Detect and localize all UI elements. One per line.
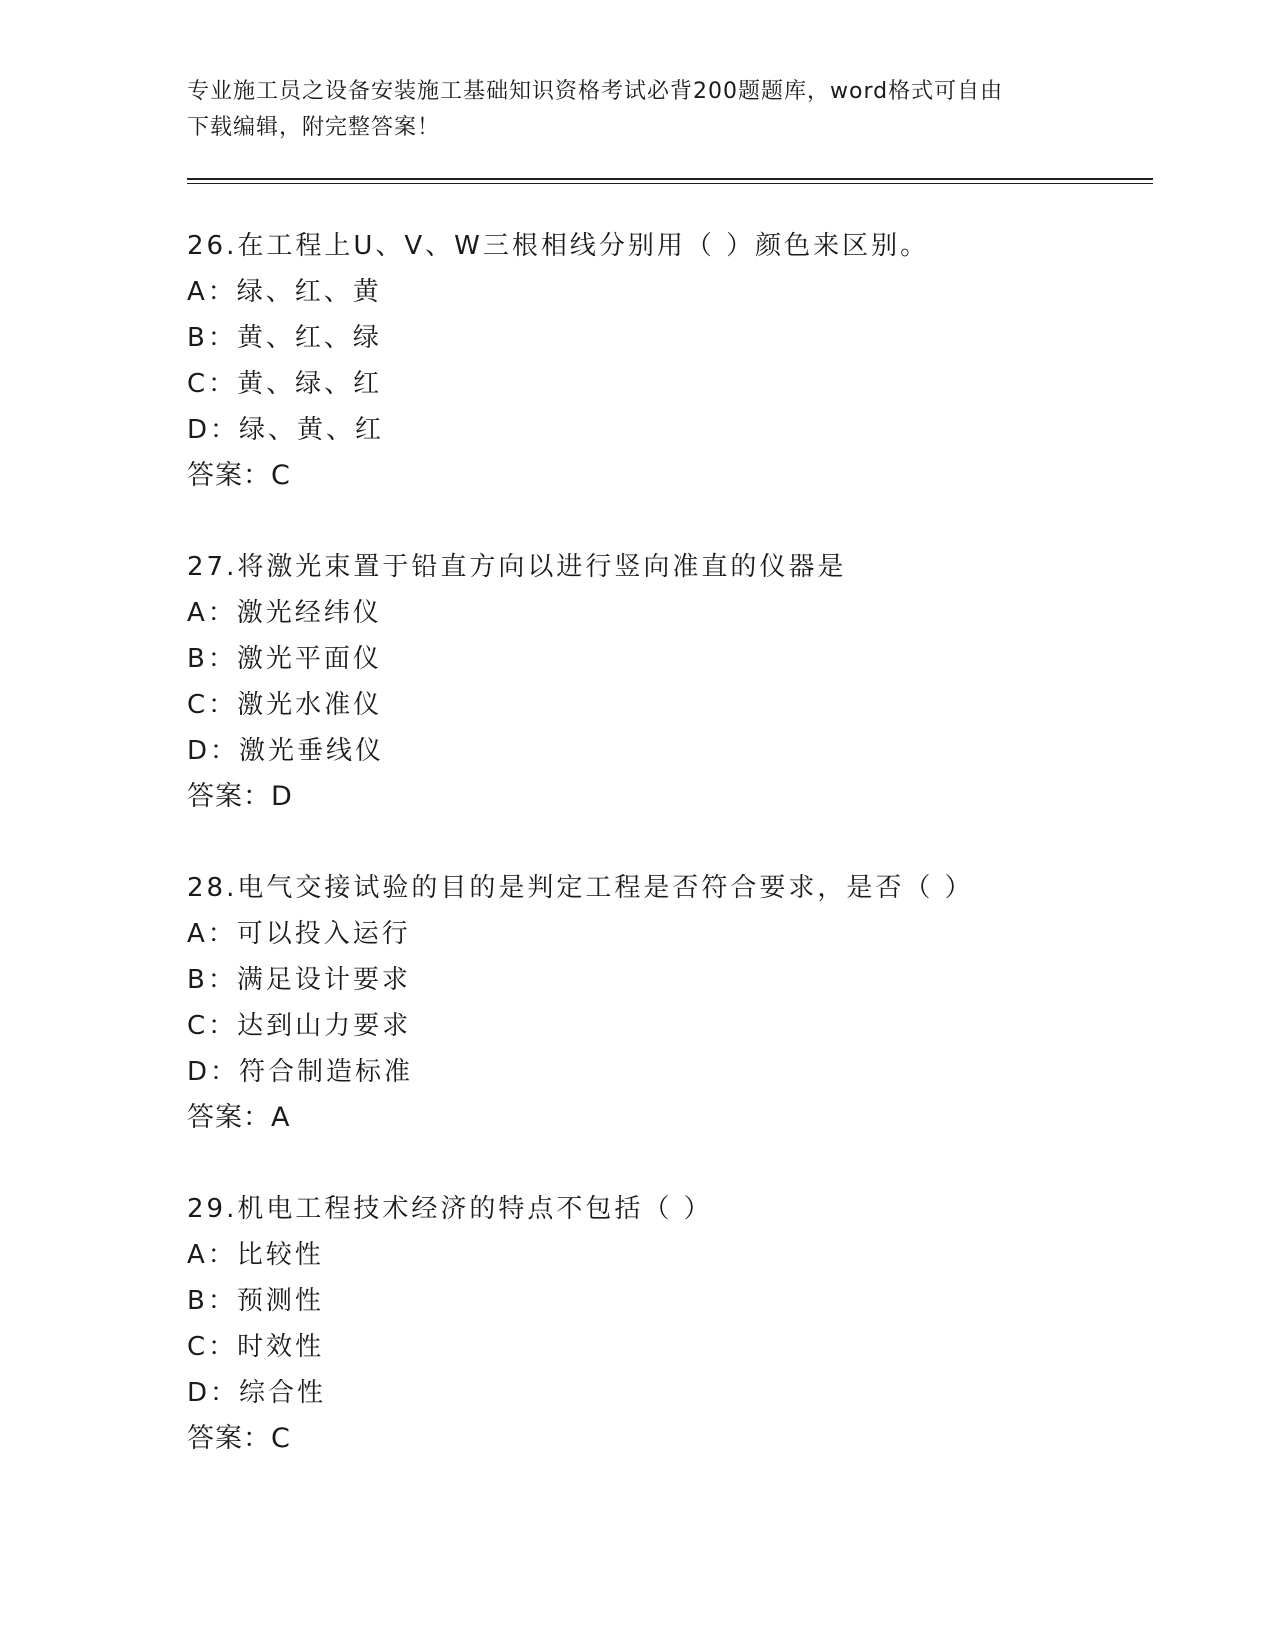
question-26: [187, 223, 1147, 499]
option-d: D：符合制造标准: [187, 1057, 414, 1087]
option-b: B：黄、红、绿: [187, 323, 382, 353]
answer: 答案：A: [187, 1102, 291, 1133]
document-header: [187, 74, 1067, 146]
question-title: 27.将激光束置于铅直方向以进行竖向准直的仪器是: [187, 552, 847, 582]
header-line-2: 下载编辑，附完整答案！: [187, 115, 441, 140]
question-27: [187, 544, 1147, 820]
header-divider-thick: [187, 178, 1153, 180]
option-b: B：预测性: [187, 1286, 324, 1316]
option-a: A：可以投入运行: [187, 919, 411, 949]
answer: 答案：D: [187, 781, 293, 812]
question-29: [187, 1186, 1147, 1462]
question-title: 28.电气交接试验的目的是判定工程是否符合要求，是否（ ）: [187, 873, 974, 903]
option-d: D：激光垂线仪: [187, 736, 385, 766]
option-c: C：黄、绿、红: [187, 369, 383, 399]
option-d: D：综合性: [187, 1378, 327, 1408]
question-28: [187, 865, 1147, 1141]
option-c: C：激光水准仪: [187, 690, 383, 720]
option-b: B：满足设计要求: [187, 965, 411, 995]
option-d: D：绿、黄、红: [187, 415, 385, 445]
question-title: 26.在工程上U、V、W三根相线分别用（ ）颜色来区别。: [187, 231, 930, 261]
option-c: C：达到山力要求: [187, 1011, 412, 1041]
question-title: 29.机电工程技术经济的特点不包括（ ）: [187, 1194, 713, 1224]
answer: 答案：C: [187, 460, 291, 491]
header-line-1: 专业施工员之设备安装施工基础知识资格考试必背200题题库，word格式可自由: [187, 79, 1004, 104]
option-c: C：时效性: [187, 1332, 325, 1362]
option-a: A：比较性: [187, 1240, 324, 1270]
header-divider-thin: [187, 183, 1153, 184]
option-b: B：激光平面仪: [187, 644, 382, 674]
option-a: A：绿、红、黄: [187, 277, 382, 307]
option-a: A：激光经纬仪: [187, 598, 382, 628]
answer: 答案：C: [187, 1423, 291, 1454]
